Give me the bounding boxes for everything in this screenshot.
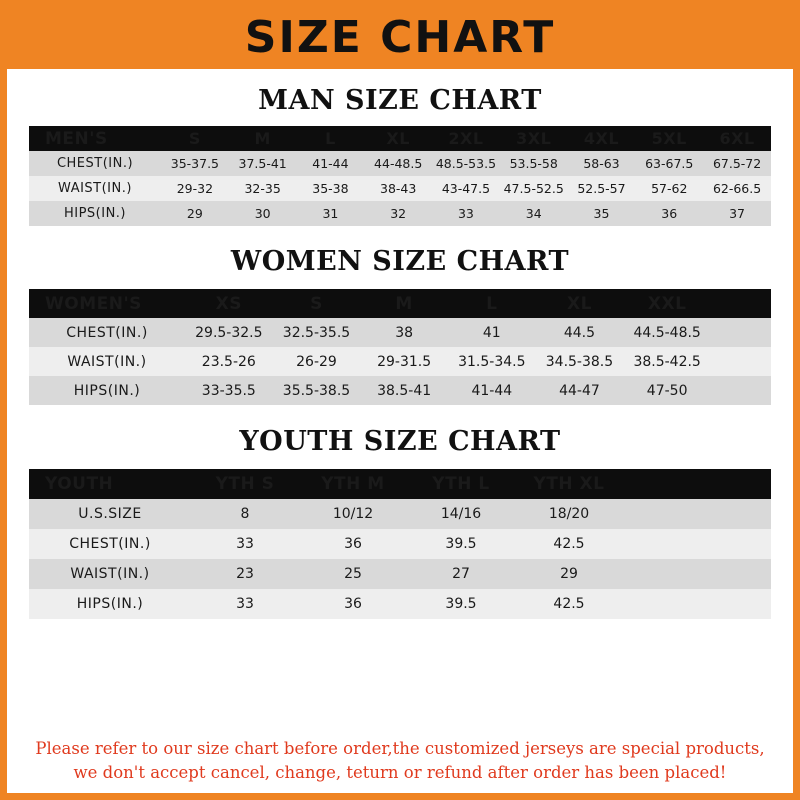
header-cell: YTH L xyxy=(432,474,490,494)
table-cell-spacer xyxy=(623,559,771,589)
table-cell: 38 xyxy=(395,324,414,341)
youth-section-title: YOUTH SIZE CHART xyxy=(239,426,561,457)
table-cell: 38.5-42.5 xyxy=(633,353,701,370)
table-cell: 58-63 xyxy=(583,156,620,171)
header-cell: S xyxy=(188,129,201,148)
table-cell: 41 xyxy=(482,324,501,341)
table-cell: 30 xyxy=(254,206,271,221)
table-cell: 42.5 xyxy=(553,596,585,612)
table-cell: 44-48.5 xyxy=(374,156,423,171)
table-cell: 37.5-41 xyxy=(238,156,287,171)
content xyxy=(7,69,793,793)
row-label: WAIST(IN.) xyxy=(67,353,147,370)
table-cell-spacer xyxy=(623,529,771,559)
table-cell: 36 xyxy=(344,536,362,552)
table-cell: 32-35 xyxy=(244,181,281,196)
table-cell: 35 xyxy=(593,206,610,221)
header-cell: YOUTH xyxy=(45,474,114,494)
table-cell: 57-62 xyxy=(651,181,688,196)
table-row xyxy=(29,499,771,529)
table-cell: 52.5-57 xyxy=(577,181,626,196)
header-cell: L xyxy=(325,129,336,148)
table-cell: 23 xyxy=(236,566,254,582)
table-row xyxy=(29,559,771,589)
header-cell: 2XL xyxy=(448,129,484,148)
table-cell: 31.5-34.5 xyxy=(458,353,526,370)
table-cell: 44-47 xyxy=(559,382,600,399)
table-cell: 32 xyxy=(390,206,407,221)
table-cell: 34 xyxy=(525,206,542,221)
header-cell: 3XL xyxy=(516,129,552,148)
table-cell: 35-38 xyxy=(312,181,349,196)
table-cell: 27 xyxy=(452,566,470,582)
header-cell-spacer xyxy=(711,289,771,318)
table-row xyxy=(29,201,771,226)
table-cell: 29-31.5 xyxy=(377,353,432,370)
header-cell: L xyxy=(486,293,498,314)
table-cell: 33 xyxy=(457,206,474,221)
table-row xyxy=(29,589,771,619)
table-cell: 14/16 xyxy=(440,506,482,522)
table-cell: 44.5-48.5 xyxy=(633,324,701,341)
table-cell-spacer xyxy=(623,589,771,619)
table-cell: 53.5-58 xyxy=(509,156,558,171)
table-row xyxy=(29,176,771,201)
table-cell-spacer xyxy=(711,318,771,347)
table-cell: 39.5 xyxy=(445,596,477,612)
table-cell: 29-32 xyxy=(176,181,214,196)
header-cell-spacer xyxy=(623,469,771,499)
header-cell: XXL xyxy=(647,293,687,314)
header-cell: 6XL xyxy=(719,129,755,148)
footer-note-line-1: Please refer to our size chart before order,the customized jerseys are special products, xyxy=(35,739,765,759)
table-header-row xyxy=(29,469,771,499)
header-cell: XS xyxy=(215,293,242,314)
row-label: HIPS(IN.) xyxy=(63,206,127,221)
header-cell: WOMEN'S xyxy=(45,293,142,314)
table-cell: 10/12 xyxy=(332,506,374,522)
banner xyxy=(7,7,793,69)
table-cell: 41-44 xyxy=(312,156,349,171)
table-cell: 48.5-53.5 xyxy=(435,156,497,171)
table-cell-spacer xyxy=(711,376,771,405)
header-cell: MEN'S xyxy=(45,128,108,149)
table-cell-spacer xyxy=(711,347,771,376)
table-cell: 35.5-38.5 xyxy=(282,382,351,399)
footer-note xyxy=(29,727,771,793)
table-cell: 34.5-38.5 xyxy=(545,353,614,370)
header-cell: XL xyxy=(386,129,410,148)
women-section-title: WOMEN SIZE CHART xyxy=(230,246,570,277)
table-cell: 29 xyxy=(186,206,203,221)
header-cell: M xyxy=(395,293,413,314)
table-cell: 32.5-35.5 xyxy=(282,324,351,341)
table-cell: 33 xyxy=(236,536,254,552)
table-cell: 42.5 xyxy=(553,536,585,552)
table-cell: 38.5-41 xyxy=(377,382,432,399)
table-cell: 63-67.5 xyxy=(645,156,694,171)
table-row xyxy=(29,529,771,559)
table-cell: 29.5-32.5 xyxy=(195,324,263,341)
header-cell: YTH S xyxy=(215,474,275,494)
table-cell: 33 xyxy=(236,596,254,612)
table-cell: 8 xyxy=(240,506,250,522)
men-section-title: MAN SIZE CHART xyxy=(258,85,542,116)
table-cell: 36 xyxy=(661,206,678,221)
table-header-row xyxy=(29,126,771,151)
youth-size-table xyxy=(29,469,771,619)
table-cell: 31 xyxy=(322,206,339,221)
header-cell: S xyxy=(310,293,323,314)
row-label: CHEST(IN.) xyxy=(56,156,134,171)
row-label: CHEST(IN.) xyxy=(69,536,151,552)
header-cell: YTH XL xyxy=(533,474,605,494)
table-row xyxy=(29,318,771,347)
row-label: WAIST(IN.) xyxy=(58,181,132,196)
table-row xyxy=(29,376,771,405)
table-cell: 25 xyxy=(344,566,362,582)
table-row xyxy=(29,151,771,176)
row-label: HIPS(IN.) xyxy=(73,382,141,399)
table-cell: 43-47.5 xyxy=(441,181,491,196)
row-label: U.S.SIZE xyxy=(78,506,142,522)
table-cell: 62-66.5 xyxy=(712,181,762,196)
table-row xyxy=(29,347,771,376)
page-title: SIZE CHART xyxy=(244,12,556,63)
table-cell: 47.5-52.5 xyxy=(503,181,564,196)
table-cell: 33-35.5 xyxy=(201,382,256,399)
table-cell: 37 xyxy=(729,206,746,221)
table-cell: 23.5-26 xyxy=(201,353,256,370)
header-cell: YTH M xyxy=(321,474,385,494)
header-cell: M xyxy=(254,129,271,148)
table-cell: 38-43 xyxy=(380,181,417,196)
table-cell: 44.5 xyxy=(563,324,596,341)
header-cell: 5XL xyxy=(651,129,687,148)
table-cell: 18/20 xyxy=(548,506,590,522)
row-label: WAIST(IN.) xyxy=(70,566,150,582)
footer-note-line-2: we don't accept cancel, change, teturn or refund after order has been placed! xyxy=(73,763,727,783)
table-cell: 29 xyxy=(560,566,578,582)
row-label: CHEST(IN.) xyxy=(66,324,148,341)
table-cell: 39.5 xyxy=(445,536,477,552)
table-cell: 47-50 xyxy=(646,382,688,399)
table-cell: 35-37.5 xyxy=(170,156,219,171)
table-cell: 26-29 xyxy=(296,353,337,370)
header-cell: 4XL xyxy=(583,129,620,148)
table-cell-spacer xyxy=(623,499,771,529)
women-size-table xyxy=(29,289,771,405)
table-header-row xyxy=(29,289,771,318)
table-cell: 67.5-72 xyxy=(712,156,762,171)
header-cell: XL xyxy=(566,293,592,314)
table-cell: 36 xyxy=(344,596,362,612)
table-cell: 41-44 xyxy=(471,382,513,399)
row-label: HIPS(IN.) xyxy=(76,596,144,612)
men-size-table xyxy=(29,126,771,226)
